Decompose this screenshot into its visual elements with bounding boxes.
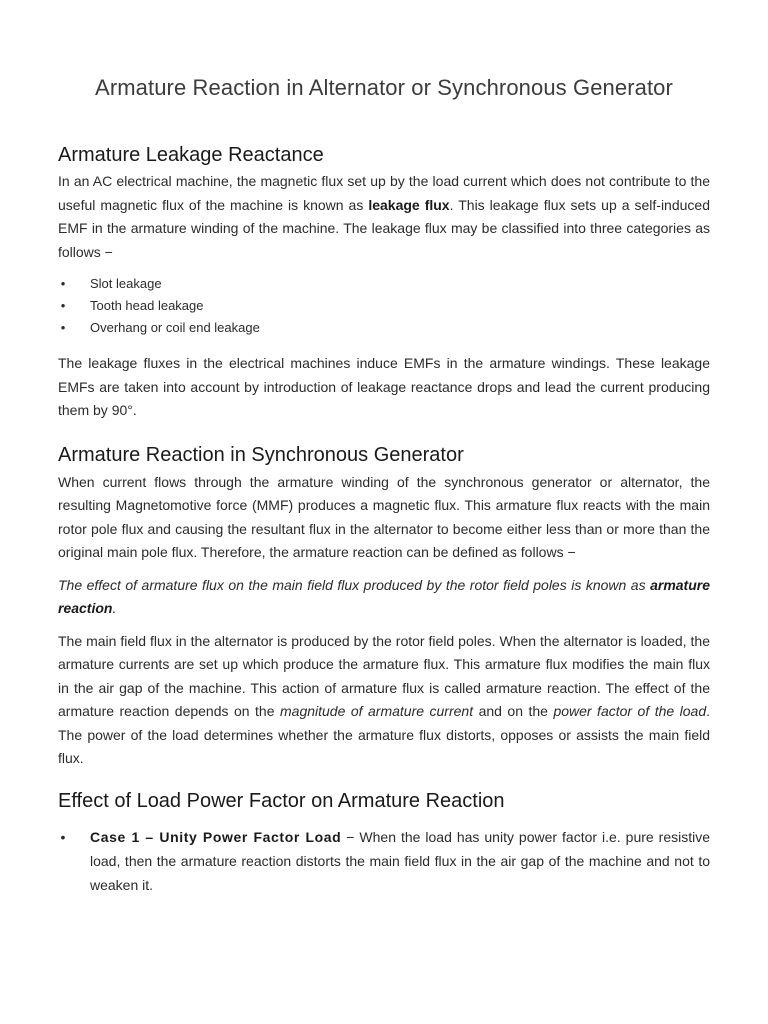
leakage-categories-list bbox=[58, 273, 710, 339]
list-item: • Tooth head leakage bbox=[58, 295, 710, 317]
definition-armature-reaction: The effect of armature flux on the main field flux produced by the rotor field poles is known as armature reaction. bbox=[58, 576, 710, 616]
term-armature-reaction: armature reaction bbox=[58, 576, 710, 616]
list-item-case-1: • Case 1 – Unity Power Factor Load − When the load has unity power factor i.e. pure resistive load, then the armature reaction distorts the main field flux in the air gap of the machine and not to weaken it. bbox=[58, 825, 710, 897]
power-factor-cases-list bbox=[58, 825, 710, 897]
bullet-icon: • bbox=[60, 276, 66, 291]
case-1-label: Case 1 – Unity Power Factor Load bbox=[90, 828, 342, 845]
list-item: • Overhang or coil end leakage bbox=[58, 317, 710, 339]
term-leakage-flux: leakage flux bbox=[368, 196, 450, 213]
bullet-icon: • bbox=[60, 320, 66, 335]
paragraph-main-field-flux: The main field flux in the alternator is produced by the rotor field poles. When the alternator is loaded, the armature currents are set up which produce the armature flux. This armature flux modifies the main flux in the air gap of the machine. This action of armature flux is called armature reaction. The effect of the armature reaction depends on the magnitude of armature current and on the power factor of the load. The power of the load determines whether the armature flux distorts, opposes or assists the main field flux. bbox=[58, 632, 711, 766]
section-heading-power-factor: Effect of Load Power Factor on Armature Reaction bbox=[58, 789, 505, 812]
list-item: • Slot leakage bbox=[58, 273, 710, 295]
paragraph-armature-intro: When current flows through the armature winding of the synchronous generator or alternator, the resulting Magnetomotive force (MMF) produces a magnetic flux. This armature flux reacts with the main rotor pole flux and causing the resultant flux in the alternator to become either less than or more than the original main pole flux. Therefore, the armature reaction can be defined as follows − bbox=[58, 473, 710, 560]
paragraph-leakage-emf: The leakage fluxes in the electrical machines induce EMFs in the armature windings. These leakage EMFs are taken into account by introduction of leakage reactance drops and lead the current producing them by 90°. bbox=[58, 355, 710, 418]
bullet-icon: • bbox=[60, 828, 66, 845]
section-heading-leakage-reactance: Armature Leakage Reactance bbox=[58, 144, 324, 166]
page-title: Armature Reaction in Alternator or Synchronous Generator bbox=[95, 75, 673, 100]
paragraph-leakage-intro: In an AC electrical machine, the magnetic flux set up by the load current which does not contribute to the useful magnetic flux of the machine is known as leakage flux. This leakage flux sets up a self-induced EMF in the armature winding of the machine. The leakage flux may be classified into three categories as follows − bbox=[58, 173, 710, 260]
bullet-icon: • bbox=[60, 298, 66, 313]
section-heading-armature-reaction: Armature Reaction in Synchronous Generator bbox=[58, 443, 464, 466]
